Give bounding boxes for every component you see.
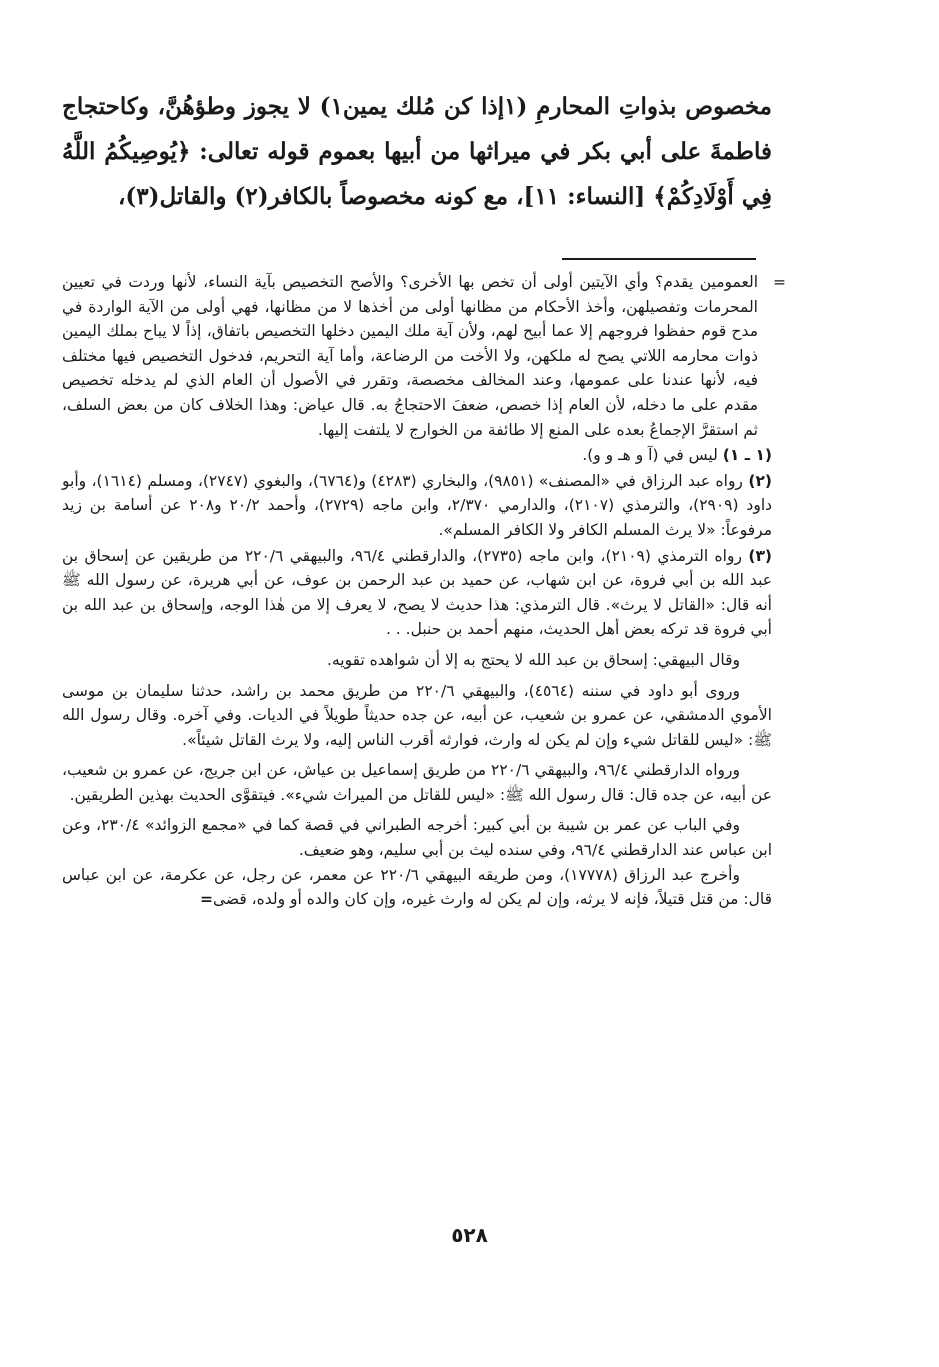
main-paragraph: مخصوص بذواتِ المحارمِ (١إذا كن مُلك يمين١) لا يجوز وطؤهُنَّ، وكاحتجاج فاطمةَ على أبي بكر في ميراثها من أبيها بعموم قوله تعالى: ﴿يُوصِيكُمُ اللَّهُ فِي أَوْلَادِكُمْ﴾ [النساء: ١١]، مع كونه مخصوصاً بالكافر(٢) والقاتل(٣)، bbox=[62, 93, 772, 210]
continuation-mark: = bbox=[773, 273, 786, 291]
continuation-end-mark: = bbox=[199, 890, 213, 909]
footnote-1-number: (١ ـ ١) bbox=[722, 446, 772, 465]
footnote-3-text: رواه الترمذي (٢١٠٩)، وابن ماجه (٢٧٣٥)، والدارقطني ٩٦/٤، والبيهقي ٢٢٠/٦ من طريقين عن إسحاق بن عبد الله بن أبي فروة، عن ابن شهاب، عن حميد بن عبد الرحمن بن عوف، عن أبي هريرة، عن رسول الله ﷺ أنه قال: «القاتل لا يرث». قال الترمذي: هذا حديث لا يصح، لا يعرف إلا من هٰذا الوجه، وإسحاق بن عبد الله بن أبي فروة قد تركه بعض أهل الحديث، منهم أحمد بن حنبل. . . bbox=[62, 546, 772, 639]
main-text-block bbox=[62, 84, 772, 219]
footnote-3-abudawud: وروى أبو داود في سننه (٤٥٦٤)، والبيهقي ٢٢٠/٦ من طريق محمد بن راشد، حدثنا سليمان بن موسى الأموي الدمشقي، عن عمرو بن شعيب، عن أبيه، عن جده حديثاً طويلاً في الديات. وفي آخره. وقال رسول الله ﷺ: «ليس للقاتل شيء وإن لم يكن له وارث، فوارثه أقرب الناس إليه، ولا يرث القاتل شيئاً». bbox=[62, 681, 772, 749]
footnote-1 bbox=[62, 443, 772, 468]
footnote-2 bbox=[62, 469, 772, 543]
footnote-continuation-text: العمومين يقدم؟ وأي الآيتين أولى أن تخص بها الأخرى؟ والأصح التخصيص بآية النساء، لأنها وردت في تعيين المحرمات وتفصيلهن، وأخذ الأحكام من مظانها أولى من أخذها لا من مظانها، فهي أولى من الآية الواردة في مدح قوم حفظوا فروجهم إلا عما أبيح لهم، ولأن آية ملك اليمين دخلها التخصيص باتفاق، إذاً لا يباح بملك اليمين ذوات محارمه اللاتي يصح له ملكهن، ولا الأخت من الرضاعة، وأما آية التحريم، فدخول التخصيص فيها مختلف فيه، لأنها عندنا على عمومها، وعند المخالف مخصصة، وتقرر في الأصول أن العام الذي لم يدخله تخصيص مقدم على ما دخله، لأن العام إذا خصص، ضعفَ الاحتجاجُ به. قال عياض: وهذا الخلاف كان من بعض السلف، ثم استقرَّ الإجماعُ بعده على المنع إلا طائفة من الخوارج لا يلتفت إليها. bbox=[62, 273, 758, 439]
footnote-2-number: (٢) bbox=[748, 471, 773, 490]
footnote-3-abdrazzaq bbox=[62, 863, 772, 912]
footnote-3 bbox=[62, 544, 772, 642]
footnote-3-daraqutni: ورواه الدارقطني ٩٦/٤، والبيهقي ٢٢٠/٦ من طريق إسماعيل بن عياش، عن ابن جريج، عن عمرو بن شعيب، عن أبيه، عن جده قال: قال رسول الله ﷺ: «ليس للقاتل من الميراث شيء». فيتقوَّى الحديث بهذين الطريقين. bbox=[62, 761, 772, 804]
footnote-3-abdrazzaq-text: وأخرج عبد الرزاق (١٧٧٧٨)، ومن طريقه البيهقي ٢٢٠/٦ عن معمر، عن رجل، عن عكرمة، عن ابن عباس قال: من قتل قتيلاً، فإنه لا يرثه، وإن لم يكن له وارث غيره، وإن كان والده أو ولده، قضى bbox=[62, 865, 772, 909]
footnote-3-bab: وفي الباب عن عمر بن شيبة بن أبي كبير: أخرجه الطبراني في قصة كما في «مجمع الزوائد» ٢٣٠/٤، وعن ابن عباس عند الدارقطني ٩٦/٤، وفي سنده ليث بن أبي سليم، وهو ضعيف. bbox=[62, 816, 772, 860]
footnote-3-number: (٣) bbox=[748, 546, 773, 565]
footnote-2-text: رواه عبد الرزاق في «المصنف» (٩٨٥١)، والبخاري (٤٢٨٣) و(٦٧٦٤)، والبغوي (٢٧٤٧)، ومسلم (١٦١٤)، وأبو داود (٢٩٠٩)، والترمذي (٢١٠٧)، والدارمي ٢/٣٧٠، وابن ماجه (٢٧٢٩)، وأحمد ٢٠/٢ و٢٠٨ عن أسامة بن زيد مرفوعاً: «لا يرث المسلم الكافر ولا الكافر المسلم». bbox=[62, 471, 773, 539]
footnote-divider bbox=[562, 258, 756, 260]
page-number: ٥٢٨ bbox=[451, 1223, 488, 1247]
footnote-continuation bbox=[62, 270, 786, 442]
footnotes-block bbox=[62, 270, 786, 912]
footnote-3-bayhaqi: وقال البيهقي: إسحاق بن عبد الله لا يحتج به إلا أن شواهده تقويه. bbox=[327, 650, 740, 669]
footnote-1-text: ليس في (آ و هـ و و). bbox=[582, 446, 718, 465]
